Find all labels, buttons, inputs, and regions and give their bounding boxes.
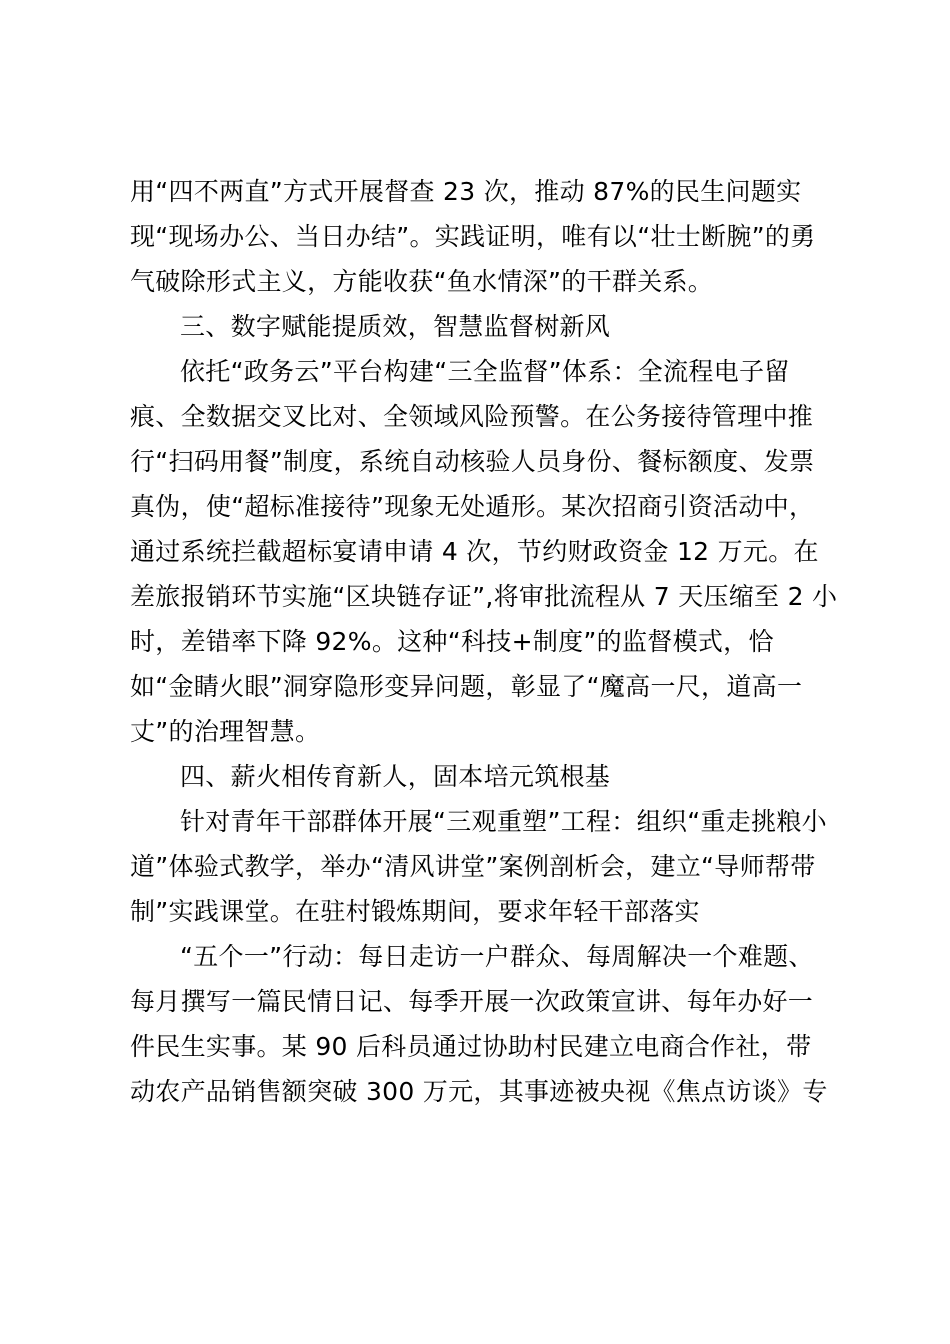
paragraph-line: 行“扫码用餐”制度，系统自动核验人员身份、餐标额度、发票 <box>130 447 815 476</box>
paragraph-line: 通过系统拦截超标宴请申请 4 次，节约财政资金 12 万元。在 <box>130 537 819 566</box>
paragraph-line: 每月撰写一篇民情日记、每季开展一次政策宣讲、每年办好一 <box>130 987 814 1016</box>
paragraph-line: 痕、全数据交叉比对、全领域风险预警。在公务接待管理中推 <box>130 402 814 431</box>
section-heading: 三、数字赋能提质效，智慧监督树新风 <box>180 312 611 341</box>
paragraph-line: 用“四不两直”方式开展督查 23 次，推动 87%的民生问题实 <box>130 177 802 206</box>
paragraph-line: 依托“政务云”平台构建“三全监督”体系：全流程电子留 <box>180 357 790 386</box>
paragraph-line: 件民生实事。某 90 后科员通过协助村民建立电商合作社，带 <box>130 1032 812 1061</box>
paragraph-line: 真伪，使“超标准接待”现象无处遁形。某次招商引资活动中， <box>130 492 815 521</box>
paragraph-line: 如“金睛火眼”洞穿隐形变异问题，彰显了“魔高一尺，道高一 <box>130 672 803 701</box>
paragraph-line: 现“现场办公、当日办结”。实践证明，唯有以“壮士断腕”的勇 <box>130 222 816 251</box>
paragraph-line: 差旅报销环节实施“区块链存证”,将审批流程从 7 天压缩至 2 小 <box>130 582 838 611</box>
paragraph-line: 制”实践课堂。在驻村锻炼期间，要求年轻干部落实 <box>130 897 700 926</box>
paragraph-line: 针对青年干部群体开展“三观重塑”工程：组织“重走挑粮小 <box>180 807 827 836</box>
paragraph-line: 丈”的治理智慧。 <box>130 717 321 746</box>
section-heading: 四、薪火相传育新人，固本培元筑根基 <box>180 762 611 791</box>
paragraph-line: 时，差错率下降 92%。这种“科技+制度”的监督模式，恰 <box>130 627 774 656</box>
paragraph-line: 气破除形式主义，方能收获“鱼水情深”的干群关系。 <box>130 267 714 296</box>
paragraph-line: 动农产品销售额突破 300 万元，其事迹被央视《焦点访谈》专 <box>130 1077 828 1106</box>
paragraph-line: “五个一”行动：每日走访一户群众、每周解决一个难题、 <box>180 942 814 971</box>
paragraph-line: 道”体验式教学，举办“清风讲堂”案例剖析会，建立“导师帮带 <box>130 852 816 881</box>
